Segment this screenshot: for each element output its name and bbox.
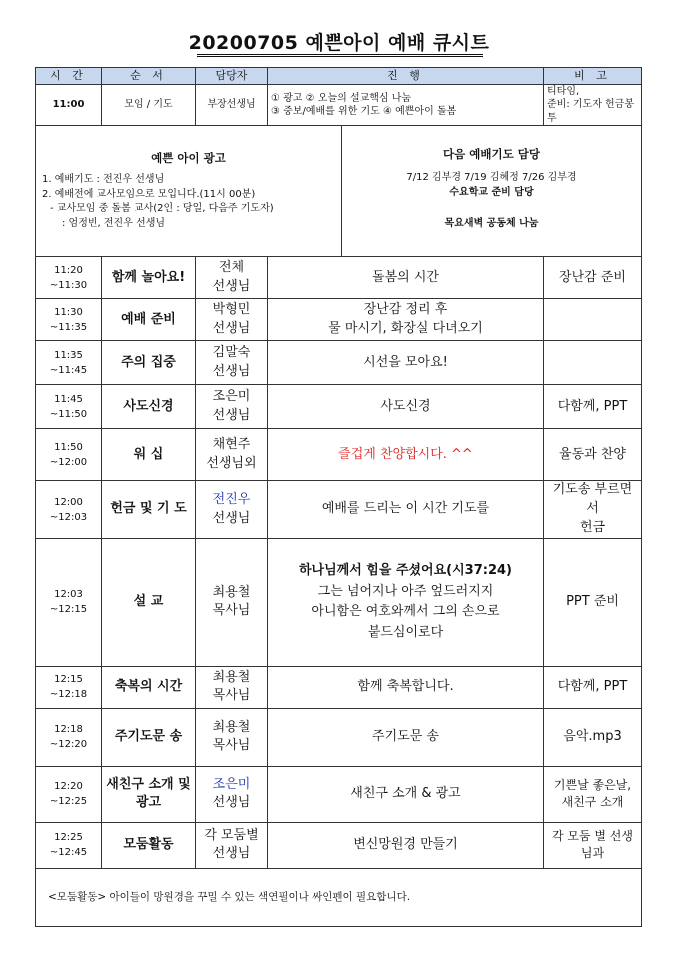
table-row: [36, 708, 642, 766]
order-cell: 예배 준비: [102, 299, 196, 341]
announcement-line: - 교사모임 중 돌봄 교사(2인 : 당일, 다음주 기도자): [50, 203, 274, 215]
note-cell: 다함께, PPT: [544, 666, 642, 708]
time-cell: 11:00: [36, 84, 102, 126]
cue-sheet-table: [35, 67, 642, 927]
announcement-line: : 엄정빈, 전진우 선생님: [62, 217, 166, 229]
progress-cell: 즐겁게 찬양합시다. ^^: [268, 429, 544, 481]
time-start: 12:03: [54, 589, 83, 601]
time-start: 11:35: [54, 349, 83, 361]
person-title: 선생님외: [206, 455, 257, 471]
schedule-subtitle: 수요학교 준비 담당: [449, 186, 534, 198]
person-name: 채현주: [212, 437, 251, 453]
time-end: ~11:50: [49, 408, 88, 420]
person-cell: [196, 666, 268, 708]
progress-cell: 변신망원경 만들기: [268, 822, 544, 868]
order-cell: 설 교: [102, 538, 196, 666]
announcement-title: 예쁜 아이 광고: [151, 151, 226, 166]
person-cell: [196, 299, 268, 341]
time-cell: [36, 429, 102, 481]
table-row: [36, 429, 642, 481]
person-cell: [196, 538, 268, 666]
table-row: [36, 385, 642, 429]
progress-line: 물 마시기, 화장실 다녀오기: [328, 320, 483, 336]
time-cell: [36, 385, 102, 429]
announcement-line: 1. 예배기도 : 전진우 선생님: [42, 174, 165, 186]
sermon-line: 그는 넘어지나 아주 엎드러지지: [317, 583, 494, 599]
person-title: 선생님: [212, 407, 251, 423]
progress-line: ① 광고 ② 오늘의 설교핵심 나눔: [271, 92, 412, 104]
note-line: 기도송 부르면서: [552, 482, 633, 517]
person-name: 최용철: [212, 584, 251, 600]
table-row: [36, 299, 642, 341]
time-start: 12:00: [54, 496, 83, 508]
note-cell: 다함께, PPT: [544, 385, 642, 429]
time-end: ~11:45: [49, 364, 88, 376]
time-end: ~11:35: [49, 321, 88, 333]
person-name: 각 모둠별: [204, 827, 259, 843]
progress-cell: 사도신경: [268, 385, 544, 429]
person-cell: [196, 481, 268, 539]
time-end: ~11:30: [49, 279, 88, 291]
time-end: ~12:20: [49, 739, 88, 751]
title-underline: [197, 54, 483, 57]
time-start: 12:18: [54, 724, 83, 736]
table-row: [36, 538, 642, 666]
time-end: ~12:00: [49, 456, 88, 468]
note-cell: 율동과 찬양: [544, 429, 642, 481]
time-cell: [36, 481, 102, 539]
note-line: 헌금: [579, 520, 606, 536]
time-cell: [36, 538, 102, 666]
note-line: 준비: 기도자 헌금봉투: [547, 99, 635, 124]
schedule-bottom: 목요새벽 공동체 나눔: [444, 217, 539, 229]
progress-cell: [268, 538, 544, 666]
person-name: 전진우: [212, 491, 251, 507]
note-cell: [544, 766, 642, 822]
progress-cell: [268, 84, 544, 126]
note-cell: PPT 준비: [544, 538, 642, 666]
progress-cell: 주기도문 송: [268, 708, 544, 766]
note-cell: [544, 84, 642, 126]
time-cell: [36, 708, 102, 766]
time-end: ~12:25: [49, 796, 88, 808]
note-cell: [544, 481, 642, 539]
notice-cell: [36, 126, 642, 257]
progress-line: ③ 중보/예배를 위한 기도 ④ 예쁜아이 돌봄: [271, 106, 457, 118]
person-name: 조은미: [212, 776, 251, 792]
person-name: 전체: [218, 260, 245, 276]
sermon-line: 붙드심이로다: [367, 625, 444, 641]
person-title: 목사님: [212, 688, 251, 704]
person-cell: [196, 766, 268, 822]
footer-row: [36, 868, 642, 926]
header-progress: 진 행: [268, 68, 544, 85]
schedule-panel: [342, 126, 641, 256]
order-cell: 사도신경: [102, 385, 196, 429]
note-line: 티타임,: [547, 85, 580, 97]
time-start: 11:20: [54, 264, 83, 276]
time-start: 11:30: [54, 306, 83, 318]
progress-cell: 예배를 드리는 이 시간 기도를: [268, 481, 544, 539]
time-end: ~12:45: [49, 847, 88, 859]
time-start: 12:25: [54, 832, 83, 844]
table-row: [36, 766, 642, 822]
sermon-title: 하나님께서 힘을 주셨어요(시37:24): [298, 562, 512, 578]
time-cell: [36, 666, 102, 708]
note-cell: 각 모둠 별 선생님과: [544, 822, 642, 868]
time-start: 11:45: [54, 393, 83, 405]
progress-cell: 돌봄의 시간: [268, 257, 544, 299]
time-start: 12:15: [54, 674, 83, 686]
person-cell: [196, 822, 268, 868]
person-cell: 부장선생님: [196, 84, 268, 126]
progress-cell: [268, 299, 544, 341]
time-start: 11:50: [54, 441, 83, 453]
note-line: 기쁜날 좋은날,: [553, 778, 632, 793]
order-cell: 헌금 및 기 도: [102, 481, 196, 539]
header-row: [36, 68, 642, 85]
schedule-title: 다음 예배기도 담당: [443, 147, 540, 162]
person-title: 선생님: [212, 846, 251, 862]
order-line: 광고: [135, 795, 162, 811]
schedule-dates: 7/12 김부경 7/19 김혜정 7/26 김부경: [406, 171, 577, 183]
time-cell: [36, 257, 102, 299]
person-title: 선생님: [212, 363, 251, 379]
header-time: 시 간: [36, 68, 102, 85]
person-title: 선생님: [212, 510, 251, 526]
time-start: 12:20: [54, 781, 83, 793]
person-title: 선생님: [212, 795, 251, 811]
order-cell: 주기도문 송: [102, 708, 196, 766]
order-cell: 주의 집중: [102, 341, 196, 385]
progress-line: 장난감 정리 후: [363, 302, 448, 318]
order-cell: 모임 / 기도: [102, 84, 196, 126]
note-cell: [544, 299, 642, 341]
order-cell: [102, 766, 196, 822]
person-name: 최용철: [212, 669, 251, 685]
table-row: [36, 84, 642, 126]
header-note: 비 고: [544, 68, 642, 85]
time-cell: [36, 341, 102, 385]
header-person: 담당자: [196, 68, 268, 85]
person-title: 목사님: [212, 738, 251, 754]
progress-cell: 새친구 소개 & 광고: [268, 766, 544, 822]
person-name: 박형민: [212, 302, 251, 318]
table-row: [36, 822, 642, 868]
page-title: 20200705 예쁜아이 예배 큐시트: [188, 32, 490, 54]
order-cell: 축복의 시간: [102, 666, 196, 708]
person-title: 선생님: [212, 320, 251, 336]
person-cell: [196, 257, 268, 299]
announcement-panel: [36, 126, 342, 256]
person-name: 최용철: [212, 719, 251, 735]
announcement-line: 2. 예배전에 교사모임으로 모입니다.(11시 00분): [42, 188, 256, 200]
progress-cell: 함께 축복합니다.: [268, 666, 544, 708]
time-end: ~12:03: [49, 511, 88, 523]
time-end: ~12:18: [49, 689, 88, 701]
note-cell: 장난감 준비: [544, 257, 642, 299]
time-cell: [36, 766, 102, 822]
person-title: 목사님: [212, 603, 251, 619]
time-cell: [36, 822, 102, 868]
order-cell: 함께 놀아요!: [102, 257, 196, 299]
person-cell: [196, 708, 268, 766]
person-cell: [196, 341, 268, 385]
header-order: 순 서: [102, 68, 196, 85]
table-row: [36, 666, 642, 708]
progress-cell: 시선을 모아요!: [268, 341, 544, 385]
table-row: [36, 481, 642, 539]
order-cell: 워 십: [102, 429, 196, 481]
note-cell: 음악.mp3: [544, 708, 642, 766]
person-cell: [196, 385, 268, 429]
order-cell: 모둠활동: [102, 822, 196, 868]
sermon-line: 아니함은 여호와께서 그의 손으로: [311, 604, 500, 620]
person-cell: [196, 429, 268, 481]
person-title: 선생님: [212, 278, 251, 294]
person-name: 조은미: [212, 389, 251, 405]
note-cell: [544, 341, 642, 385]
time-cell: [36, 299, 102, 341]
footer-note: <모둠활동> 아이들이 망원경을 꾸밀 수 있는 색연필이나 싸인펜이 필요합니다.: [36, 868, 642, 926]
notice-row: [36, 126, 642, 257]
person-name: 김말숙: [212, 345, 251, 361]
time-end: ~12:15: [49, 604, 88, 616]
table-row: [36, 341, 642, 385]
order-line: 새친구 소개 및: [106, 776, 191, 792]
table-row: [36, 257, 642, 299]
note-line: 새친구 소개: [561, 795, 624, 810]
